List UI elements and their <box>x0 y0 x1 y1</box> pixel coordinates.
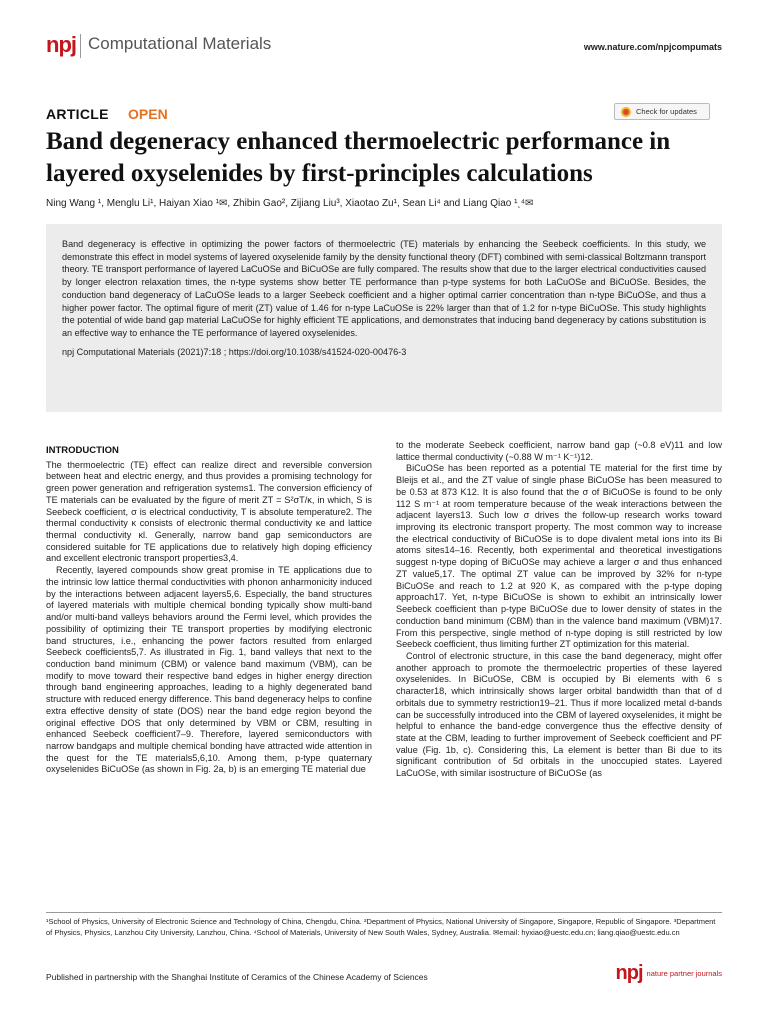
npj-footer-logo: npj <box>615 962 643 984</box>
check-for-updates-label: Check for updates <box>636 107 697 116</box>
page-header <box>46 30 722 62</box>
npj-partner-logo <box>616 962 722 985</box>
npj-logo: npj <box>46 32 76 57</box>
article-type-label: ARTICLE <box>46 106 109 122</box>
journal-url-link[interactable]: www.nature.com/npjcompumats <box>583 42 722 52</box>
body-paragraph: BiCuOSe has been reported as a potential TE material for the first time by Bleijs et al., and the ZT value of single phase BiCuOSe has been measured to be 0.53 at 873 K12. It is also found that the σ of BiCuOSe is found to be only 112 S m⁻¹ at room temperature because of the weak interactions between the adjacent layers13. Such low σ drives the follow-up research works toward improving its electronic transport property. The most common way to increase the electrical conductivity of BiCuOSe is to dope divalent metal ions into its Bi atoms sites14–16. Recently, both experimental and theoretical investigations suggest n-type doping of BiCuOSe may achieve a larger σ and thus enhanced ZT value5,17. The optimal ZT value can be improved by 32% for n-type BiCuOSe and reach to 1.2 at 920 K, as compared with the p-type doping approach17. Yet, n-type BiCuOSe is shown to exhibit an intrinsically lower Seebeck coefficient than p-type BiCuOSe due to lower density of states in the conduction band minimum (CBM) than in the valence band maximum (VBM)17. From this perspective, single method of n-type doping is still restricted by low Seebeck coefficient, thus limiting further ZT optimization for this material. <box>396 463 722 650</box>
affiliations: ¹School of Physics, University of Electronic Science and Technology of China, Chengdu, China. ²Department of Physics, National University of Singapore, Singapore, Republic of Singapore. ³Department of Physics, Physics, Lanzhou City University, Lanzhou, China. ⁴School of Materials, University of New South Wales, Sydney, Australia. ✉email: hyxiao@uestc.edu.cn; liang.qiao@uestc.edu.cn <box>46 917 716 937</box>
right-column <box>396 440 722 780</box>
crossmark-icon <box>621 107 631 117</box>
abstract-text: Band degeneracy is effective in optimizing the power factors of thermoelectric (TE) materials by enhancing the Seebeck coefficients. In this study, we demonstrate this effect in model systems of layered oxyselenide family by the density functional theory (DFT) combined with semi-classical Boltzmann transport theory. TE transport performance of layered LaCuOSe and BiCuOSe are fully compared. The results show that due to the larger electrical conductivities caused by longer electron relaxation times, the n-type systems show better TE performance than p-type systems for both LaCuOSe and BiCuOSe. Besides, the conduction band degeneracy of LaCuOSe leads to a larger Seebeck coefficient and a higher optimal carrier concentration than n-type BiCuOSe, and thus a higher power factor. The optimal figure of merit (ZT) value of 1.46 for n-type LaCuOSe is 22% larger than that of 1.2 for n-type BiCuOSe. This study highlights the potential of wide band gap material LaCuOSe for highly efficient TE applications, and demonstrates that inducing band degeneracy by cations substitution is an effective way to enhance the TE performance of layered oxyselenides. <box>62 239 706 338</box>
body-paragraph: Control of electronic structure, in this case the band degeneracy, might offer another approach to promote the thermoelectric properties of these layered oxyselenides. In BiCuOSe, CBM is occupied by Bi elements with 6 s character18, which intrinsically shows larger orbital bandwidth than that of d orbitals due to symmetry restriction19–21. Thus if more localized metal d-bands can be successfully introduced into the CBM of layered oxyselenides, it might be helpful to enhance the band-edge convergence thus the effective density of state at the CBM, leading to further improvement of Seebeck coefficient and PF value (Fig. 1b, c). Considering this, La element is better than Bi due to its significant contribution of 5d orbitals in the unoccupied states. Layered LaCuOSe, with similar isostructure of BiCuOSe (as <box>396 650 722 779</box>
journal-name: Computational Materials <box>88 34 272 53</box>
check-for-updates-button[interactable] <box>614 103 710 120</box>
body-paragraph: Recently, layered compounds show great promise in TE applications due to the intrinsic low lattice thermal conductivities with phonon anharmonicity induced by the interactions between adjacent layers5,6. Especially, the band structures of layered materials with multiple chemical bonding typically show multi-band and/or multi-band valleys behaviors around the Fermi level, which provides the possibility of optimizing their TE transport properties by modifying electronic band structures, i.e., enhancing the power factors resulted from enlarged Seebeck coefficients5,7. As illustrated in Fig. 1, band valleys that next to the conduction band minimum (CBM) or valence band maximum (VBM), can be modify to move toward their respective band edges in higher energy direction through band engineering approaches, leading to a highly degenerated band structure with reduced energy difference. This band degeneracy helps to confine extra effective density of state (DOS) near the band edge region beyond the original effective DOS that only determined by VBM or CBM, resulting in enhanced Seebeck coefficient7–9. Therefore, layered semiconductors with narrow bandgaps and multiple chemical bonding have attracted wide attention in the quest for the TE materials5,6,10. Among them, p-type quaternary oxyselenides BiCuOSe (as shown in Fig. 2a, b) is an emerging TE material due <box>46 565 372 775</box>
open-access-label: OPEN <box>128 106 168 122</box>
body-paragraph: to the moderate Seebeck coefficient, narrow band gap (~0.8 eV)11 and low lattice thermal conductivity (~0.88 W m⁻¹ K⁻¹)12. <box>396 440 722 462</box>
footnote-divider <box>46 912 722 913</box>
body-paragraph: The thermoelectric (TE) effect can realize direct and reversible conversion between heat and electric energy, and thus provides a promising technology for green power generation and refrigeration systems1. The conversion efficiency of TE materials can be evaluated by the figure of merit ZT = S²σT/κ, in which, S is Seebeck coefficient, σ is electrical conductivity, T is absolute temperature2. The thermal conductivity κ consists of electronic thermal conductivity κe and lattice thermal conductivity κl. Generally, narrow band gap semiconductors are considered suitable for TE applications due to relatively high doping efficiency and excellent electronic transport properties3,4. <box>46 459 372 564</box>
nature-partner-journals-label: nature partner journals <box>646 968 722 978</box>
left-column <box>46 445 372 776</box>
header-divider <box>80 34 81 58</box>
article-title: Band degeneracy enhanced thermoelectric performance in layered oxyselenides by first-principles calculations <box>46 128 671 187</box>
author-list: Ning Wang ¹, Menglu Li¹, Haiyan Xiao ¹✉, Zhibin Gao², Zijiang Liu³, Xiaotao Zu¹, Sean Li⁴ and Liang Qiao ¹ˎ⁴✉ <box>46 198 534 209</box>
abstract-box <box>46 224 722 412</box>
published-partnership-note: Published in partnership with the Shanghai Institute of Ceramics of the Chinese Academy of Sciences <box>46 972 428 982</box>
citation-line[interactable]: npj Computational Materials (2021)7:18 ; https://doi.org/10.1038/s41524-020-00476-3 <box>62 346 407 357</box>
introduction-heading: INTRODUCTION <box>46 445 119 456</box>
